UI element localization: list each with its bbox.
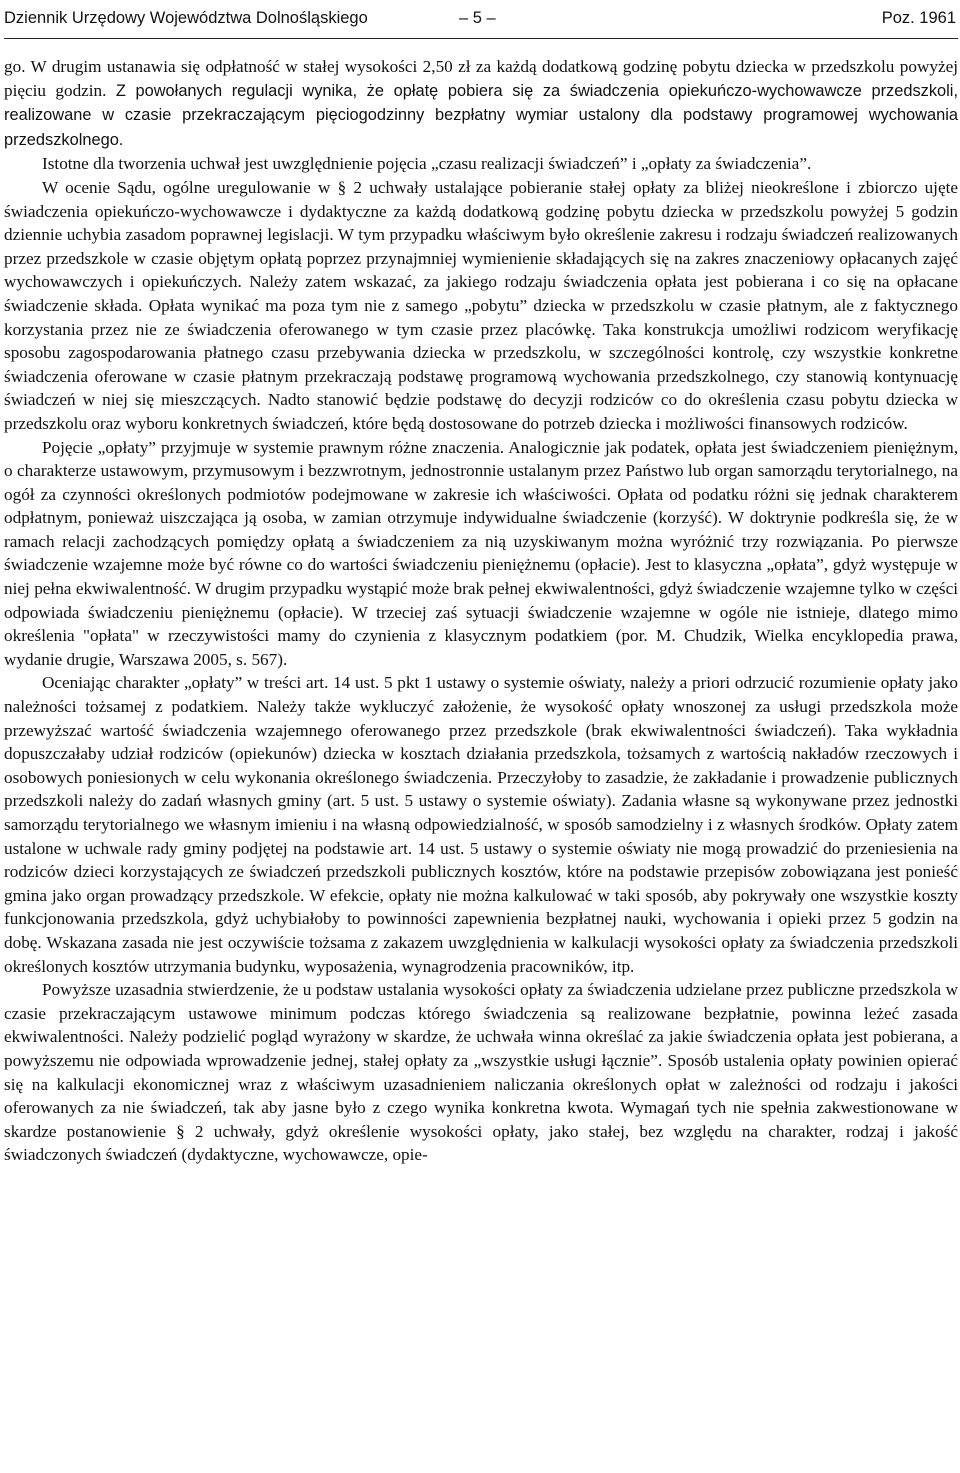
paragraph: Powyższe uzasadnia stwierdzenie, że u podstaw ustalania wysokości opłaty za świadczenia udzielane przez publiczne przedszkola w czasie przekraczającym ustawowe minimum podczas którego świadczenia są realizowane bezpłatnie, powinna leżeć zasada ekwiwalentności. Należy podzielić pogląd wyrażony w skardze, że uchwała winna określać za jakie świadczenia opłata jest pobierana, a powyższemu nie odpowiada wprowadzenie jednej, stałej opłaty za „wszystkie usługi łącznie”. Sposób ustalenia opłaty powinien opierać się na kalkulacji ekonomicznej wraz z właściwym uzasadnieniem naliczania określonych opłat w zależności od rodzaju i jakości oferowanych za nie świadczeń, tak aby jasne było z czego wynika konkretna kwota. Wymagań tych nie spełnia zakwestionowane w skardze postanowienie § 2 uchwały, gdyż określenie wysokości opłaty, jako stałej, bez względu na charakter, rodzaj i jakość świadczonych świadczeń (dydaktyczne, wychowawcze, opie- (4, 980, 958, 1165)
journal-title: Dziennik Urzędowy Województwa Dolnośląskiego (4, 9, 368, 27)
paragraph: Istotne dla tworzenia uchwał jest uwzględnienie pojęcia „czasu realizacji świadczeń” i „opłaty za świadczenia”. (42, 154, 812, 174)
document-body (4, 39, 958, 1167)
paragraph: Oceniając charakter „opłaty” w treści art. 14 ust. 5 pkt 1 ustawy o systemie oświaty, należy a priori odrzucić rozumienie opłaty jako należności tożsamej z podatkiem. Należy także wykluczyć założenie, że wysokość opłaty wnoszonej za usługi przedszkola może przewyższać wartość świadczenia wzajemnego oferowanego przez przedszkole (brak ekwiwalentności świadczeń). Taka wykładnia dopuszczałaby udział rodziców (opiekunów) dziecka w kosztach działania przedszkola, tożsamych z wartością nakładów rzeczowych i osobowych poniesionych w celu wykonania określonego świadczenia. Przeczyłoby to zasadzie, że zakładanie i prowadzenie publicznych przedszkoli należy do zadań własnych gminy (art. 5 ust. 5 ustawy o systemie oświaty). Zadania własne są wykonywane przez jednostki samorządu terytorialnego we własnym imieniu i na własną odpowiedzialność, w sposób samodzielny i z własnych środków. Opłaty zatem ustalone w uchwale rady gminy podjętej na podstawie art. 14 ust. 5 ustawy o systemie oświaty nie mogą prowadzić do przeniesienia na rodziców dzieci korzystających ze świadczeń przedszkoli publicznych kosztów, które na podstawie przepisów zobowiązana jest ponieść gmina jako organ prowadzący przedszkole. W efekcie, opłaty nie można kalkulować w taki sposób, aby pokrywały one wszystkie koszty funkcjonowania przedszkola, gdyż uchybiałoby to powinności zapewnienia bezpłatnej nauki, wychowania i opieki przez 5 godzin na dobę. Wskazana zasada nie jest oczywiście tożsama z zakazem uwzględnienia w kalkulacji wysokości opłaty za świadczenia przedszkoli określonych kosztów utrzymania budynku, wyposażenia, wynagrodzenia pracowników, itp. (4, 673, 958, 976)
paragraph: Pojęcie „opłaty” przyjmuje w systemie prawnym różne znaczenia. Analogicznie jak podatek, opłata jest świadczeniem pieniężnym, o charakterze ustawowym, przymusowym i bezzwrotnym, jednostronnie ustalanym przez Państwo lub organ samorządu terytorialnego, na ogół za czynności określonych podmiotów podejmowane w zakresie ich właściwości. Opłata od podatku różni się jednak charakterem odpłatnym, ponieważ uiszczająca ją osoba, w zamian otrzymuje indywidualne świadczenie (korzyść). W doktrynie podkreśla się, że w ramach relacji zachodzących pomiędzy opłatą a świadczeniem za nią uzyskiwanym można wyróżnić trzy rozwiązania. Po pierwsze świadczenie wzajemne może być równe co do wartości świadczeniu pieniężnemu (opłacie). Jest to klasyczna „opłata”, gdyż występuje w niej pełna ekwiwalentność. W drugim przypadku wystąpić może brak pełnej ekwiwalentności, gdyż świadczenie wzajemne tylko w części odpowiada świadczeniu pieniężnemu (opłacie). W trzeciej zaś sytuacji świadczenie wzajemne w ogóle nie istnieje, dlatego mimo określenia "opłata" w rzeczywistości mamy do czynienia z klasycznym podatkiem (por. M. Chudzik, Wielka encyklopedia prawa, wydanie drugie, Warszawa 2005, s. 567). (4, 437, 958, 669)
page-number: – 5 – (459, 9, 496, 27)
paragraph-text-sans: Z powołanych regulacji wynika, że opłatę pobiera się za świadczenia opiekuńczo-wychowawcze przedszkoli, realizowane w czasie przekraczającym pięciogodzinny bezpłatny wymiar ustalony dla podstawy programowej wychowania przedszkolnego. (4, 81, 958, 149)
paragraph-text: go. W drugim ustanawia się odpłatność w stałej wysokości 2,50 zł za każdą dodatkową godzinę pobytu dziecka w przedszkolu powyżej pięciu godzin. (4, 57, 958, 100)
position-number: Poz. 1961 (881, 9, 956, 27)
page-header (4, 0, 958, 39)
paragraph-continued (4, 55, 958, 152)
document-page (4, 0, 958, 1167)
paragraph: W ocenie Sądu, ogólne uregulowanie w § 2 uchwały ustalające pobieranie stałej opłaty za bliżej nieokreślone i zbiorczo ujęte świadczenia opiekuńczo-wychowawcze i dydaktyczne za każdą dodatkową godzinę pobytu dziecka w przedszkolu powyżej 5 godzin dziennie uchybia zasadom poprawnej legislacji. W tym przypadku właściwym było określenie zakresu i rodzaju świadczeń realizowanych przez przedszkole w czasie objętym opłatą poprzez przynajmniej wymienienie składających się na zakres znaczeniowy opłacanych zajęć wychowawczych i opiekuńczych. Należy zatem wskazać, za jakiego rodzaju świadczenia opłata jest pobierana i co się na opłacane świadczenie składa. Opłata wynikać ma poza tym nie z samego „pobytu” dziecka w przedszkolu w czasie płatnym, ale z faktycznego korzystania przez nie ze świadczenia oferowanego w tym czasie przez placówkę. Taka konstrukcja umożliwi rodzicom weryfikację sposobu zagospodarowania płatnego czasu przebywania dziecka w przedszkolu, w szczególności kontrolę, czy wszystkie konkretne świadczenia oferowane w czasie płatnym przekraczają podstawę programową wychowania przedszkolnego, czy stanowią kontynuację świadczeń w niej się mieszczących. Nadto stanowić będzie podstawę do decyzji rodziców co do określenia czasu pobytu dziecka w przedszkolu oraz wyboru konkretnych świadczeń, które będą dostosowane do potrzeb dziecka i możliwości finansowych rodziców. (4, 177, 958, 433)
